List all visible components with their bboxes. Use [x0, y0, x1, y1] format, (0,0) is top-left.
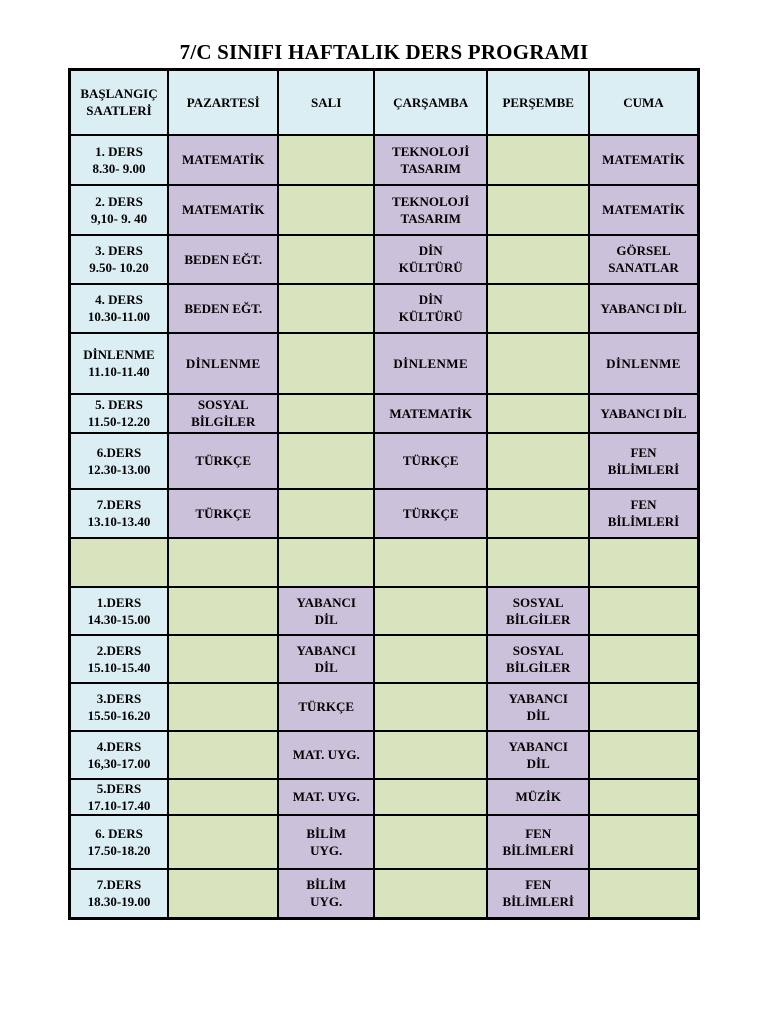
- lesson-cell: BİLİM UYG.: [278, 869, 373, 919]
- schedule-row: [70, 731, 699, 779]
- empty-cell: [589, 779, 699, 815]
- header-thursday: PERŞEMBE: [487, 70, 588, 135]
- lesson-cell: FEN BİLİMLERİ: [589, 433, 699, 489]
- lesson-cell: FEN BİLİMLERİ: [487, 815, 588, 869]
- lesson-cell: YABANCI DİL: [487, 731, 588, 779]
- schedule-row: [70, 433, 699, 489]
- lesson-cell: TEKNOLOJİ TASARIM: [374, 185, 488, 235]
- empty-cell: [487, 433, 588, 489]
- lesson-cell: SOSYAL BİLGİLER: [168, 394, 279, 433]
- lesson-cell: YABANCI DİL: [589, 284, 699, 333]
- header-tuesday: SALI: [278, 70, 373, 135]
- lesson-cell: YABANCI DİL: [589, 394, 699, 433]
- empty-cell: [168, 587, 279, 635]
- time-cell: 7.DERS 18.30-19.00: [70, 869, 168, 919]
- lesson-cell: GÖRSEL SANATLAR: [589, 235, 699, 284]
- schedule-row: [70, 683, 699, 731]
- lesson-cell: MATEMATİK: [168, 185, 279, 235]
- empty-cell: [278, 489, 373, 538]
- empty-cell: [589, 538, 699, 587]
- empty-cell: [168, 635, 279, 683]
- lesson-cell: FEN BİLİMLERİ: [589, 489, 699, 538]
- schedule-row: [70, 394, 699, 433]
- empty-cell: [487, 284, 588, 333]
- schedule-row: [70, 135, 699, 185]
- lesson-cell: SOSYAL BİLGİLER: [487, 587, 588, 635]
- empty-cell: [374, 815, 488, 869]
- lesson-cell: YABANCI DİL: [278, 587, 373, 635]
- empty-cell: [278, 394, 373, 433]
- schedule-row: [70, 489, 699, 538]
- empty-cell: [278, 433, 373, 489]
- empty-cell: [487, 185, 588, 235]
- empty-cell: [374, 587, 488, 635]
- lesson-cell: DİNLENME: [589, 333, 699, 394]
- empty-cell: [278, 538, 373, 587]
- time-cell: 2.DERS 15.10-15.40: [70, 635, 168, 683]
- lesson-cell: MATEMATİK: [374, 394, 488, 433]
- schedule-row: [70, 235, 699, 284]
- empty-cell: [168, 815, 279, 869]
- schedule-row: [70, 635, 699, 683]
- header-row: [70, 70, 699, 135]
- lesson-cell: DİNLENME: [168, 333, 279, 394]
- time-cell: 6. DERS 17.50-18.20: [70, 815, 168, 869]
- schedule-row: [70, 779, 699, 815]
- lesson-cell: TÜRKÇE: [168, 489, 279, 538]
- lesson-cell: YABANCI DİL: [487, 683, 588, 731]
- time-cell: 2. DERS 9,10- 9. 40: [70, 185, 168, 235]
- empty-cell: [168, 683, 279, 731]
- lesson-cell: DİN KÜLTÜRÜ: [374, 284, 488, 333]
- empty-cell: [487, 489, 588, 538]
- lesson-cell: MATEMATİK: [168, 135, 279, 185]
- lesson-cell: TÜRKÇE: [168, 433, 279, 489]
- header-time: BAŞLANGIÇ SAATLERİ: [70, 70, 168, 135]
- time-cell: 1.DERS 14.30-15.00: [70, 587, 168, 635]
- empty-cell: [278, 185, 373, 235]
- time-cell: [70, 538, 168, 587]
- time-cell: 1. DERS 8.30- 9.00: [70, 135, 168, 185]
- schedule-row: [70, 284, 699, 333]
- empty-cell: [589, 635, 699, 683]
- empty-cell: [168, 538, 279, 587]
- empty-cell: [589, 587, 699, 635]
- lesson-cell: BİLİM UYG.: [278, 815, 373, 869]
- empty-cell: [487, 235, 588, 284]
- empty-cell: [487, 394, 588, 433]
- empty-cell: [487, 333, 588, 394]
- schedule-row: [70, 538, 699, 587]
- time-cell: 3. DERS 9.50- 10.20: [70, 235, 168, 284]
- empty-cell: [374, 635, 488, 683]
- lesson-cell: SOSYAL BİLGİLER: [487, 635, 588, 683]
- weekly-schedule-table: [68, 68, 700, 920]
- lesson-cell: TÜRKÇE: [374, 489, 488, 538]
- schedule-row: [70, 587, 699, 635]
- empty-cell: [374, 731, 488, 779]
- lesson-cell: MAT. UYG.: [278, 779, 373, 815]
- header-friday: CUMA: [589, 70, 699, 135]
- lesson-cell: BEDEN EĞT.: [168, 235, 279, 284]
- lesson-cell: TEKNOLOJİ TASARIM: [374, 135, 488, 185]
- empty-cell: [374, 869, 488, 919]
- schedule-row: [70, 185, 699, 235]
- time-cell: 6.DERS 12.30-13.00: [70, 433, 168, 489]
- lesson-cell: MATEMATİK: [589, 135, 699, 185]
- time-cell: 5.DERS 17.10-17.40: [70, 779, 168, 815]
- empty-cell: [589, 869, 699, 919]
- schedule-row: [70, 815, 699, 869]
- time-cell: 4.DERS 16,30-17.00: [70, 731, 168, 779]
- empty-cell: [487, 538, 588, 587]
- empty-cell: [589, 683, 699, 731]
- page-title: 7/C SINIFI HAFTALIK DERS PROGRAMI: [179, 40, 589, 64]
- empty-cell: [589, 815, 699, 869]
- empty-cell: [374, 779, 488, 815]
- lesson-cell: YABANCI DİL: [278, 635, 373, 683]
- lesson-cell: TÜRKÇE: [374, 433, 488, 489]
- empty-cell: [487, 135, 588, 185]
- lesson-cell: MATEMATİK: [589, 185, 699, 235]
- empty-cell: [278, 333, 373, 394]
- time-cell: 4. DERS 10.30-11.00: [70, 284, 168, 333]
- lesson-cell: MAT. UYG.: [278, 731, 373, 779]
- empty-cell: [278, 135, 373, 185]
- lesson-cell: TÜRKÇE: [278, 683, 373, 731]
- time-cell: 5. DERS 11.50-12.20: [70, 394, 168, 433]
- empty-cell: [168, 869, 279, 919]
- empty-cell: [278, 284, 373, 333]
- empty-cell: [589, 731, 699, 779]
- empty-cell: [168, 731, 279, 779]
- header-monday: PAZARTESİ: [168, 70, 279, 135]
- lesson-cell: FEN BİLİMLERİ: [487, 869, 588, 919]
- header-wednesday: ÇARŞAMBA: [374, 70, 488, 135]
- time-cell: 7.DERS 13.10-13.40: [70, 489, 168, 538]
- time-cell: 3.DERS 15.50-16.20: [70, 683, 168, 731]
- schedule-row: [70, 333, 699, 394]
- lesson-cell: MÜZİK: [487, 779, 588, 815]
- schedule-row: [70, 869, 699, 919]
- time-cell: DİNLENME 11.10-11.40: [70, 333, 168, 394]
- lesson-cell: BEDEN EĞT.: [168, 284, 279, 333]
- empty-cell: [278, 235, 373, 284]
- lesson-cell: DİNLENME: [374, 333, 488, 394]
- empty-cell: [168, 779, 279, 815]
- lesson-cell: DİN KÜLTÜRÜ: [374, 235, 488, 284]
- empty-cell: [374, 538, 488, 587]
- empty-cell: [374, 683, 488, 731]
